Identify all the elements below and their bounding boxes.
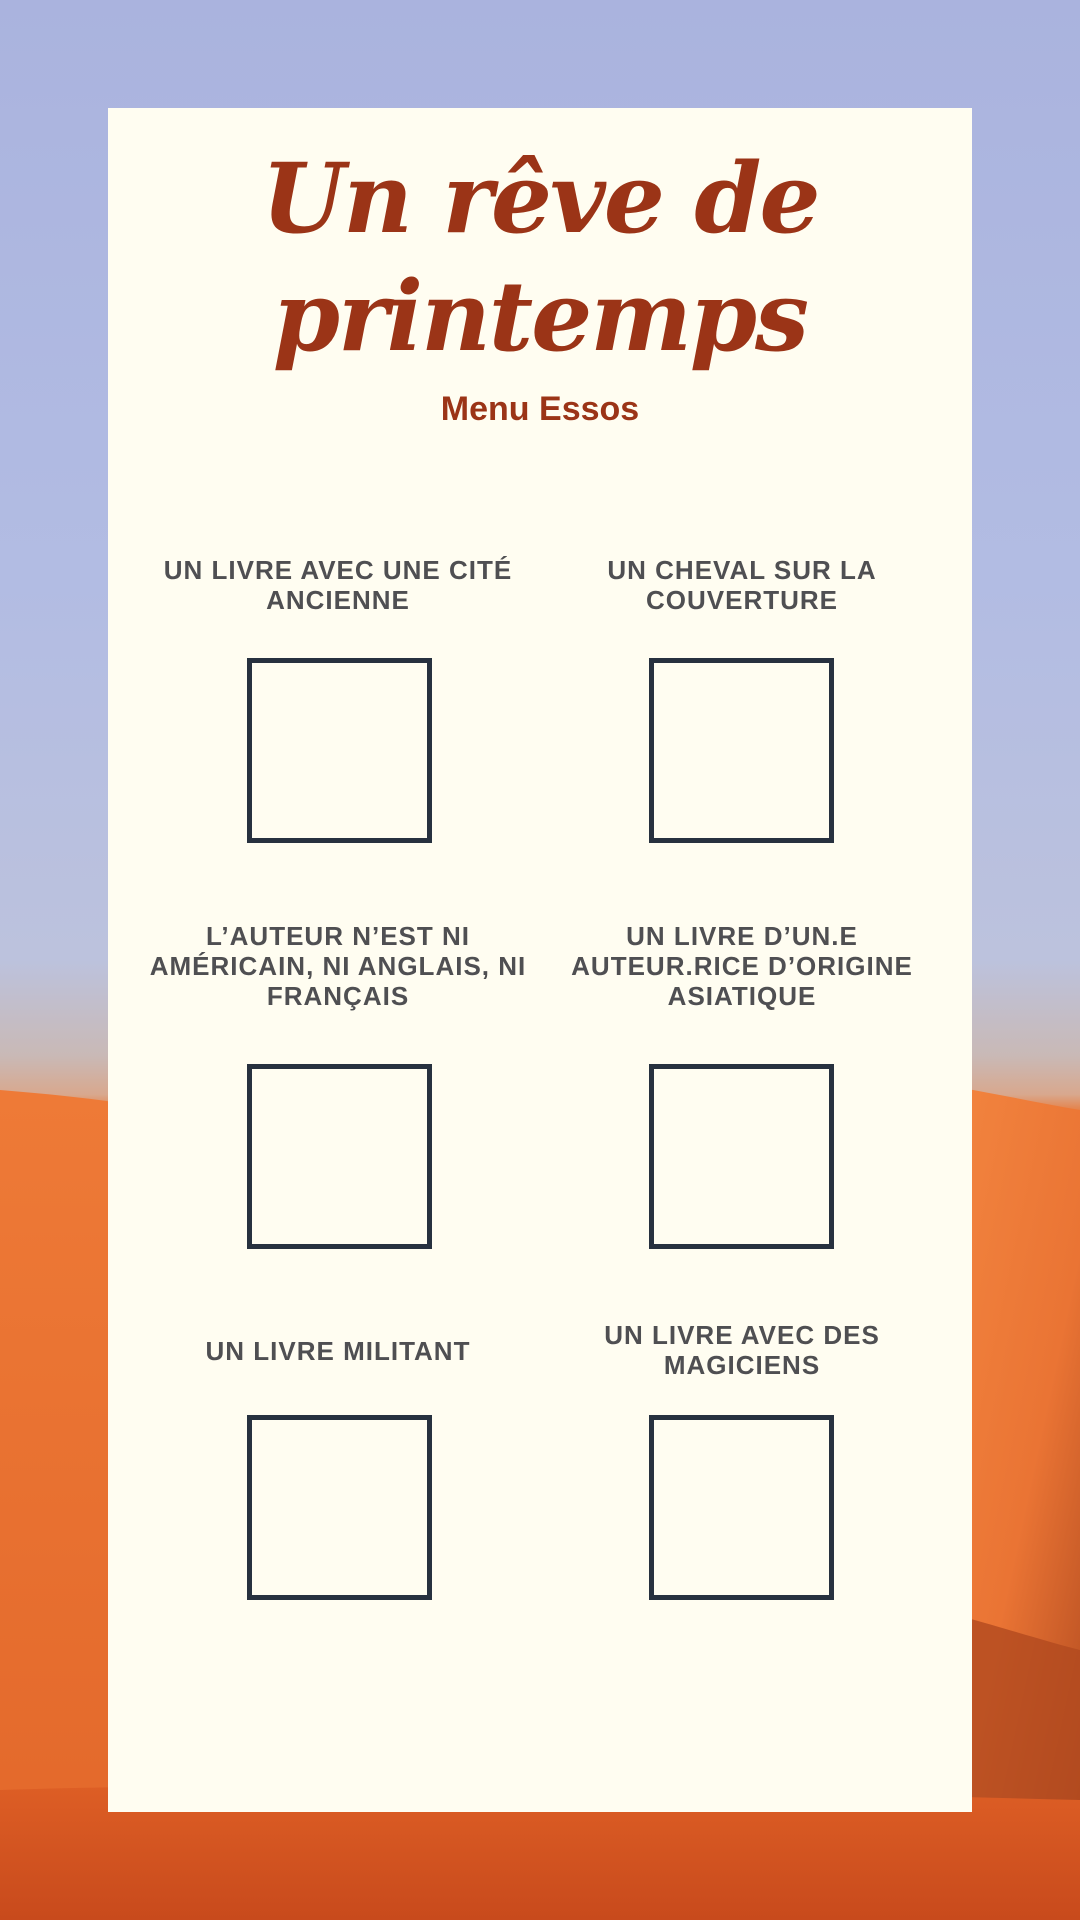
item-label-1: UN LIVRE AVEC UNE CITÉ ANCIENNE	[163, 555, 513, 615]
page-title: Un rêve de printemps	[261, 142, 819, 373]
checkbox-item-1[interactable]	[247, 658, 432, 843]
menu-subtitle: Menu Essos	[440, 390, 640, 428]
checkbox-item-2[interactable]	[649, 658, 834, 843]
item-label-5: UN LIVRE MILITANT	[205, 1336, 471, 1366]
item-label-6: UN LIVRE AVEC DES MAGICIENS	[604, 1320, 880, 1380]
checkbox-item-3[interactable]	[247, 1064, 432, 1249]
checkbox-item-4[interactable]	[649, 1064, 834, 1249]
checkbox-item-6[interactable]	[649, 1415, 834, 1600]
item-label-4: UN LIVRE D’UN.E AUTEUR.RICE D’ORIGINE ASIATIQUE	[571, 921, 913, 1011]
checkbox-item-5[interactable]	[247, 1415, 432, 1600]
item-label-3: L’AUTEUR N’EST NI AMÉRICAIN, NI ANGLAIS, NI FRANÇAIS	[149, 921, 527, 1011]
item-label-2: UN CHEVAL SUR LA COUVERTURE	[607, 555, 877, 615]
